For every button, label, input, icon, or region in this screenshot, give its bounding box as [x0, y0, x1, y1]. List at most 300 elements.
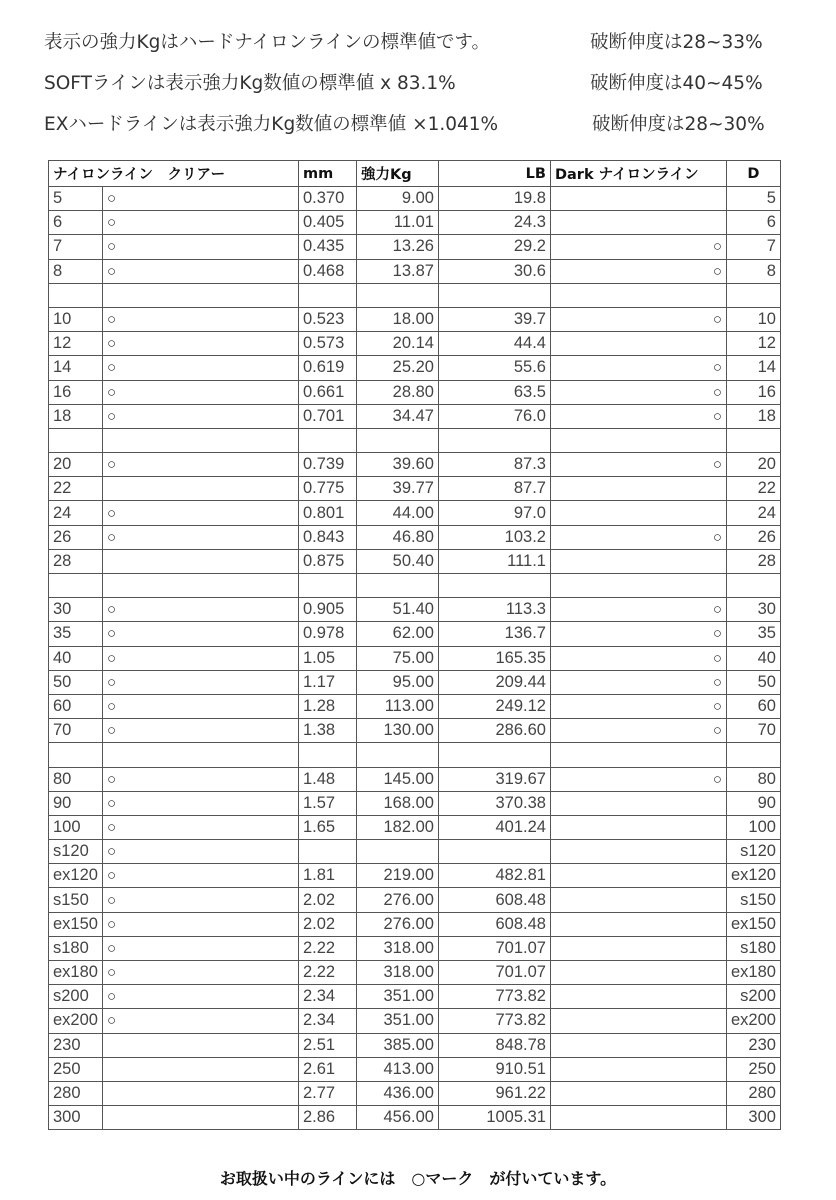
- table-body: [49, 187, 781, 1130]
- clear-mark-cell: [102, 525, 298, 549]
- mm-cell: 0.468: [298, 259, 356, 283]
- mm-cell: 0.523: [298, 307, 356, 331]
- spec-table: [48, 160, 781, 1130]
- size-cell: 100: [49, 815, 103, 839]
- kg-cell: [356, 840, 438, 864]
- d-size-cell: s180: [726, 936, 780, 960]
- circle-mark-icon: ○: [106, 698, 117, 716]
- circle-mark-icon: ○: [712, 407, 722, 425]
- lb-cell: 961.22: [438, 1081, 550, 1105]
- clear-mark-cell: [102, 670, 298, 694]
- circle-mark-icon: ○: [106, 988, 117, 1006]
- size-cell: 230: [49, 1033, 103, 1057]
- d-size-cell: 22: [726, 477, 780, 501]
- table-row: [49, 187, 781, 211]
- dark-mark-cell: [550, 622, 726, 646]
- d-size-cell: 24: [726, 501, 780, 525]
- mm-cell: 0.775: [298, 477, 356, 501]
- lb-cell: 113.3: [438, 598, 550, 622]
- lb-cell: 608.48: [438, 912, 550, 936]
- size-cell: s150: [49, 888, 103, 912]
- d-size-cell: 300: [726, 1106, 780, 1130]
- table-row: [49, 888, 781, 912]
- dark-mark-cell: [550, 356, 726, 380]
- d-size-cell: 250: [726, 1057, 780, 1081]
- kg-cell: 276.00: [356, 888, 438, 912]
- dark-mark-cell: [550, 1033, 726, 1057]
- note-line-ex: [44, 104, 824, 145]
- size-cell: 12: [49, 332, 103, 356]
- kg-cell: 413.00: [356, 1057, 438, 1081]
- dark-mark-cell: [550, 187, 726, 211]
- circle-mark-icon: ○: [712, 262, 722, 280]
- mm-cell: 0.843: [298, 525, 356, 549]
- mm-cell: 0.661: [298, 380, 356, 404]
- circle-mark-icon: ○: [106, 214, 117, 232]
- lb-cell: 44.4: [438, 332, 550, 356]
- circle-mark-icon: ○: [106, 625, 117, 643]
- dark-mark-cell: [550, 259, 726, 283]
- table-row: [49, 525, 781, 549]
- clear-mark-cell: [102, 283, 298, 307]
- clear-mark-cell: [102, 404, 298, 428]
- table-row: [49, 622, 781, 646]
- circle-mark-icon: ○: [106, 190, 117, 208]
- kg-cell: 50.40: [356, 549, 438, 573]
- mm-cell: [298, 574, 356, 598]
- kg-cell: [356, 574, 438, 598]
- kg-cell: 456.00: [356, 1106, 438, 1130]
- circle-mark-icon: ○: [106, 383, 117, 401]
- lb-cell: 87.7: [438, 477, 550, 501]
- size-cell: 24: [49, 501, 103, 525]
- circle-mark-icon: ○: [106, 770, 117, 788]
- d-size-cell: 30: [726, 598, 780, 622]
- circle-mark-icon: ○: [106, 649, 117, 667]
- d-size-cell: 50: [726, 670, 780, 694]
- clear-mark-cell: [102, 549, 298, 573]
- table-row: [49, 332, 781, 356]
- footer-note: お取扱い中のラインには ○マーク が付いています。: [219, 1169, 617, 1188]
- circle-mark-icon: ○: [712, 456, 722, 474]
- mm-cell: 1.28: [298, 694, 356, 718]
- lb-cell: [438, 743, 550, 767]
- mm-cell: 0.905: [298, 598, 356, 622]
- kg-cell: 25.20: [356, 356, 438, 380]
- size-cell: [49, 428, 103, 452]
- kg-cell: 351.00: [356, 1009, 438, 1033]
- circle-mark-icon: ○: [106, 407, 117, 425]
- lb-cell: 701.07: [438, 936, 550, 960]
- circle-mark-icon: ○: [712, 722, 722, 740]
- lb-cell: [438, 574, 550, 598]
- d-size-cell: 28: [726, 549, 780, 573]
- kg-cell: 39.60: [356, 453, 438, 477]
- header-nylon-clear: ナイロンライン クリアー: [49, 161, 299, 187]
- kg-cell: 168.00: [356, 791, 438, 815]
- kg-cell: 75.00: [356, 646, 438, 670]
- clear-mark-cell: [102, 187, 298, 211]
- lb-cell: 111.1: [438, 549, 550, 573]
- clear-mark-cell: [102, 961, 298, 985]
- lb-cell: 87.3: [438, 453, 550, 477]
- note-ex-strength: EXハードラインは表示強力Kg数値の標準値 ×1.041%: [44, 114, 499, 135]
- size-cell: s120: [49, 840, 103, 864]
- header-mm: mm: [298, 161, 356, 187]
- dark-mark-cell: [550, 549, 726, 573]
- mm-cell: 2.51: [298, 1033, 356, 1057]
- lb-cell: 19.8: [438, 187, 550, 211]
- d-size-cell: 12: [726, 332, 780, 356]
- clear-mark-cell: [102, 380, 298, 404]
- lb-cell: 910.51: [438, 1057, 550, 1081]
- lb-cell: 249.12: [438, 694, 550, 718]
- lb-cell: 608.48: [438, 888, 550, 912]
- mm-cell: [298, 283, 356, 307]
- mm-cell: 2.02: [298, 888, 356, 912]
- kg-cell: 113.00: [356, 694, 438, 718]
- mm-cell: 1.17: [298, 670, 356, 694]
- dark-mark-cell: [550, 1106, 726, 1130]
- clear-mark-cell: [102, 622, 298, 646]
- kg-cell: 351.00: [356, 985, 438, 1009]
- d-size-cell: 230: [726, 1033, 780, 1057]
- d-size-cell: ex200: [726, 1009, 780, 1033]
- d-size-cell: 60: [726, 694, 780, 718]
- kg-cell: 51.40: [356, 598, 438, 622]
- size-cell: 22: [49, 477, 103, 501]
- table-row: [49, 815, 781, 839]
- size-cell: 70: [49, 719, 103, 743]
- lb-cell: 701.07: [438, 961, 550, 985]
- table-row: [49, 1033, 781, 1057]
- kg-cell: 13.26: [356, 235, 438, 259]
- kg-cell: [356, 283, 438, 307]
- size-cell: 20: [49, 453, 103, 477]
- dark-mark-cell: [550, 864, 726, 888]
- clear-mark-cell: [102, 574, 298, 598]
- lb-cell: 103.2: [438, 525, 550, 549]
- d-size-cell: 20: [726, 453, 780, 477]
- table-row: [49, 356, 781, 380]
- dark-mark-cell: [550, 767, 726, 791]
- clear-mark-cell: [102, 1009, 298, 1033]
- size-cell: 26: [49, 525, 103, 549]
- table-row: [49, 211, 781, 235]
- mm-cell: 0.435: [298, 235, 356, 259]
- dark-mark-cell: [550, 646, 726, 670]
- table-header-row: [49, 161, 781, 187]
- mm-cell: 1.38: [298, 719, 356, 743]
- kg-cell: 46.80: [356, 525, 438, 549]
- circle-mark-icon: ○: [712, 383, 722, 401]
- table-row: [49, 936, 781, 960]
- circle-mark-icon: ○: [106, 794, 117, 812]
- size-cell: 14: [49, 356, 103, 380]
- table-row: [49, 912, 781, 936]
- circle-mark-icon: ○: [106, 891, 117, 909]
- dark-mark-cell: [550, 525, 726, 549]
- kg-cell: 20.14: [356, 332, 438, 356]
- size-cell: 250: [49, 1057, 103, 1081]
- clear-mark-cell: [102, 694, 298, 718]
- mm-cell: [298, 840, 356, 864]
- mm-cell: 2.34: [298, 985, 356, 1009]
- circle-mark-icon: ○: [712, 528, 722, 546]
- dark-mark-cell: [550, 501, 726, 525]
- clear-mark-cell: [102, 815, 298, 839]
- d-size-cell: 90: [726, 791, 780, 815]
- size-cell: 90: [49, 791, 103, 815]
- size-cell: [49, 283, 103, 307]
- header-notes: [44, 22, 824, 145]
- dark-mark-cell: [550, 1057, 726, 1081]
- d-size-cell: s200: [726, 985, 780, 1009]
- mm-cell: 0.573: [298, 332, 356, 356]
- d-size-cell: 100: [726, 815, 780, 839]
- size-cell: 6: [49, 211, 103, 235]
- dark-mark-cell: [550, 815, 726, 839]
- lb-cell: 24.3: [438, 211, 550, 235]
- table-row: [49, 670, 781, 694]
- circle-mark-icon: ○: [106, 528, 117, 546]
- circle-mark-icon: ○: [106, 915, 117, 933]
- d-size-cell: 7: [726, 235, 780, 259]
- lb-cell: 29.2: [438, 235, 550, 259]
- lb-cell: 286.60: [438, 719, 550, 743]
- clear-mark-cell: [102, 1057, 298, 1081]
- lb-cell: 76.0: [438, 404, 550, 428]
- d-size-cell: 35: [726, 622, 780, 646]
- mm-cell: 0.801: [298, 501, 356, 525]
- note-soft-strength: SOFTラインは表示強力Kg数値の標準値 x 83.1%: [44, 73, 456, 94]
- clear-mark-cell: [102, 719, 298, 743]
- dark-mark-cell: [550, 694, 726, 718]
- size-cell: [49, 574, 103, 598]
- circle-mark-icon: ○: [106, 311, 117, 329]
- clear-mark-cell: [102, 477, 298, 501]
- header-lb: LB: [438, 161, 550, 187]
- note-soft-elongation: 破断伸度は40~45%: [590, 73, 763, 94]
- clear-mark-cell: [102, 864, 298, 888]
- lb-cell: 55.6: [438, 356, 550, 380]
- lb-cell: 370.38: [438, 791, 550, 815]
- lb-cell: 165.35: [438, 646, 550, 670]
- table-row: [49, 307, 781, 331]
- clear-mark-cell: [102, 453, 298, 477]
- table-row: [49, 380, 781, 404]
- size-cell: 10: [49, 307, 103, 331]
- note-ex-elongation: 破断伸度は28~30%: [592, 114, 765, 135]
- spec-table-wrapper: [48, 160, 781, 1130]
- size-cell: 35: [49, 622, 103, 646]
- header-dark-nylon: Dark ナイロンライン: [550, 161, 726, 187]
- dark-mark-cell: [550, 380, 726, 404]
- clear-mark-cell: [102, 743, 298, 767]
- kg-cell: 11.01: [356, 211, 438, 235]
- dark-mark-cell: [550, 404, 726, 428]
- size-cell: ex200: [49, 1009, 103, 1033]
- dark-mark-cell: [550, 961, 726, 985]
- d-size-cell: 80: [726, 767, 780, 791]
- mm-cell: 2.22: [298, 936, 356, 960]
- mm-cell: 1.65: [298, 815, 356, 839]
- kg-cell: 182.00: [356, 815, 438, 839]
- table-row: [49, 1081, 781, 1105]
- d-size-cell: [726, 574, 780, 598]
- kg-cell: 13.87: [356, 259, 438, 283]
- circle-mark-icon: ○: [712, 238, 722, 256]
- clear-mark-cell: [102, 1081, 298, 1105]
- note-line-hard: [44, 22, 824, 63]
- size-cell: 40: [49, 646, 103, 670]
- table-row: [49, 453, 781, 477]
- table-row: [49, 791, 781, 815]
- d-size-cell: 70: [726, 719, 780, 743]
- circle-mark-icon: ○: [106, 964, 117, 982]
- dark-mark-cell: [550, 912, 726, 936]
- kg-cell: [356, 743, 438, 767]
- dark-mark-cell: [550, 791, 726, 815]
- mm-cell: 0.701: [298, 404, 356, 428]
- kg-cell: 18.00: [356, 307, 438, 331]
- table-row: [49, 259, 781, 283]
- size-cell: 30: [49, 598, 103, 622]
- circle-mark-icon: ○: [106, 939, 117, 957]
- kg-cell: 145.00: [356, 767, 438, 791]
- clear-mark-cell: [102, 259, 298, 283]
- circle-mark-icon: ○: [106, 601, 117, 619]
- d-size-cell: 26: [726, 525, 780, 549]
- kg-cell: 62.00: [356, 622, 438, 646]
- kg-cell: 318.00: [356, 961, 438, 985]
- clear-mark-cell: [102, 211, 298, 235]
- clear-mark-cell: [102, 791, 298, 815]
- d-size-cell: 280: [726, 1081, 780, 1105]
- kg-cell: 39.77: [356, 477, 438, 501]
- circle-mark-icon: ○: [106, 843, 117, 861]
- table-row: [49, 574, 781, 598]
- d-size-cell: [726, 283, 780, 307]
- size-cell: ex150: [49, 912, 103, 936]
- lb-cell: 136.7: [438, 622, 550, 646]
- d-size-cell: ex150: [726, 912, 780, 936]
- mm-cell: 0.739: [298, 453, 356, 477]
- clear-mark-cell: [102, 936, 298, 960]
- d-size-cell: 10: [726, 307, 780, 331]
- table-row: [49, 404, 781, 428]
- d-size-cell: 14: [726, 356, 780, 380]
- mm-cell: 0.978: [298, 622, 356, 646]
- kg-cell: 28.80: [356, 380, 438, 404]
- d-size-cell: 5: [726, 187, 780, 211]
- lb-cell: 39.7: [438, 307, 550, 331]
- dark-mark-cell: [550, 670, 726, 694]
- size-cell: [49, 743, 103, 767]
- clear-mark-cell: [102, 307, 298, 331]
- header-d: D: [726, 161, 780, 187]
- size-cell: s180: [49, 936, 103, 960]
- mm-cell: 2.61: [298, 1057, 356, 1081]
- clear-mark-cell: [102, 767, 298, 791]
- d-size-cell: s120: [726, 840, 780, 864]
- dark-mark-cell: [550, 307, 726, 331]
- note-hard-elongation: 破断伸度は28~33%: [590, 32, 763, 53]
- lb-cell: 97.0: [438, 501, 550, 525]
- header-strength-kg: 強力Kg: [356, 161, 438, 187]
- mm-cell: 2.86: [298, 1106, 356, 1130]
- note-line-soft: [44, 63, 824, 104]
- table-row: [49, 646, 781, 670]
- circle-mark-icon: ○: [106, 1012, 117, 1030]
- circle-mark-icon: ○: [106, 456, 117, 474]
- kg-cell: 385.00: [356, 1033, 438, 1057]
- kg-cell: 34.47: [356, 404, 438, 428]
- dark-mark-cell: [550, 743, 726, 767]
- dark-mark-cell: [550, 936, 726, 960]
- circle-mark-icon: ○: [712, 770, 722, 788]
- lb-cell: 319.67: [438, 767, 550, 791]
- dark-mark-cell: [550, 598, 726, 622]
- kg-cell: 9.00: [356, 187, 438, 211]
- circle-mark-icon: ○: [712, 625, 722, 643]
- table-row: [49, 283, 781, 307]
- circle-mark-icon: ○: [712, 649, 722, 667]
- clear-mark-cell: [102, 501, 298, 525]
- lb-cell: 482.81: [438, 864, 550, 888]
- table-row: [49, 767, 781, 791]
- size-cell: 80: [49, 767, 103, 791]
- clear-mark-cell: [102, 428, 298, 452]
- d-size-cell: 16: [726, 380, 780, 404]
- lb-cell: 401.24: [438, 815, 550, 839]
- table-row: [49, 549, 781, 573]
- mm-cell: [298, 743, 356, 767]
- mm-cell: 1.81: [298, 864, 356, 888]
- size-cell: 18: [49, 404, 103, 428]
- mm-cell: 0.875: [298, 549, 356, 573]
- dark-mark-cell: [550, 428, 726, 452]
- dark-mark-cell: [550, 332, 726, 356]
- circle-mark-icon: ○: [106, 673, 117, 691]
- table-row: [49, 694, 781, 718]
- size-cell: ex120: [49, 864, 103, 888]
- table-row: [49, 719, 781, 743]
- table-row: [49, 840, 781, 864]
- table-row: [49, 501, 781, 525]
- clear-mark-cell: [102, 840, 298, 864]
- size-cell: 5: [49, 187, 103, 211]
- clear-mark-cell: [102, 332, 298, 356]
- table-row: [49, 235, 781, 259]
- table-row: [49, 961, 781, 985]
- d-size-cell: 8: [726, 259, 780, 283]
- circle-mark-icon: ○: [712, 311, 722, 329]
- mm-cell: 1.57: [298, 791, 356, 815]
- dark-mark-cell: [550, 235, 726, 259]
- clear-mark-cell: [102, 646, 298, 670]
- dark-mark-cell: [550, 840, 726, 864]
- lb-cell: 63.5: [438, 380, 550, 404]
- lb-cell: 30.6: [438, 259, 550, 283]
- d-size-cell: [726, 428, 780, 452]
- lb-cell: 848.78: [438, 1033, 550, 1057]
- note-hard-strength: 表示の強力Kgはハードナイロンラインの標準値です。: [44, 32, 491, 53]
- kg-cell: 95.00: [356, 670, 438, 694]
- circle-mark-icon: ○: [106, 335, 117, 353]
- size-cell: 280: [49, 1081, 103, 1105]
- table-row: [49, 743, 781, 767]
